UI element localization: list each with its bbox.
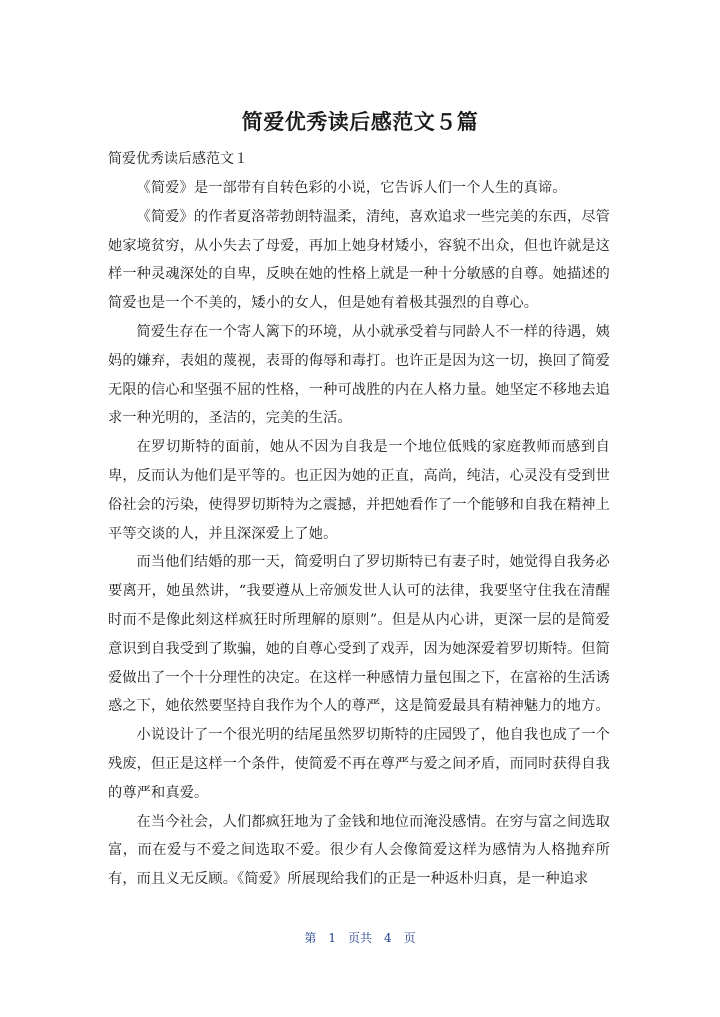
document-body [108,148,610,894]
paragraph: 《简爱》的作者夏洛蒂勃朗特温柔，清纯，喜欢追求一些完美的东西，尽管她家境贫穷，从小失去了母爱，再加上她身材矮小，容貌不出众，但也许就是这样一种灵魂深处的自卑，反映在她的性格上就是一种十分敏感的自尊。她描述的简爱也是一个不美的，矮小的女人，但是她有着极其强烈的自尊心。 [108,208,610,312]
paragraph: 小说设计了一个很光明的结尾虽然罗切斯特的庄园毁了，他自我也成了一个残废，但正是这样一个条件，使简爱不再在尊严与爱之间矛盾，而同时获得自我的尊严和真爱。 [108,727,610,801]
page-label-middle: 页共 [347,931,372,945]
page-label-prefix: 第 [304,931,317,945]
page-label-suffix: 页 [403,931,416,945]
page-number-footer [0,929,720,946]
paragraph: 在当今社会，人们都疯狂地为了金钱和地位而淹没感情。在穷与富之间选取富，而在爱与不爱之间选取不爱。很少有人会像简爱这样为感情为人格抛弃所有，而且义无反顾。《简爱》所展现给我们的正是一种返朴归真，是一种追求 [108,813,610,888]
section-heading: 简爱优秀读后感范文１ [108,151,248,167]
page-total-number: 4 [384,931,392,945]
document-title: 简爱优秀读后感范文５篇 [241,110,479,134]
paragraph: 在罗切斯特的面前，她从不因为自我是一个地位低贱的家庭教师而感到自卑，反而认为他们是平等的。也正因为她的正直，高尚，纯洁，心灵没有受到世俗社会的污染，使得罗切斯特为之震撼，并把她看作了一个能够和自我在精神上平等交谈的人，并且深深爱上了她。 [108,439,610,542]
paragraph: 简爱生存在一个寄人篱下的环境，从小就承受着与同龄人不一样的待遇，姨妈的嫌弃，表姐的蔑视，表哥的侮辱和毒打。也许正是因为这一切，换回了简爱无限的信心和坚强不屈的性格，一种可战胜的内在人格力量。她坚定不移地去追求一种光明的，圣洁的，完美的生活。 [108,323,610,427]
paragraph: 《简爱》是一部带有自转色彩的小说，它告诉人们一个人生的真谛。 [136,180,567,196]
paragraph: 而当他们结婚的那一天，简爱明白了罗切斯特已有妻子时，她觉得自我务必要离开，她虽然讲，“我要遵从上帝颁发世人认可的法律，我要坚守住我在清醒时而不是像此刻这样疯狂时所理解的原则”。但是从内心讲，更深一层的是简爱意识到自我受到了欺骗，她的自尊心受到了戏弄，因为她深爱着罗切斯特。但简爱做出了一个十分理性的决定。在这样一种感情力量包围之下，在富裕的生活诱惑之下，她依然要坚持自我作为个人的尊严，这是简爱最具有精神魅力的地方。 [108,554,610,715]
page-current-number: 1 [328,931,336,945]
